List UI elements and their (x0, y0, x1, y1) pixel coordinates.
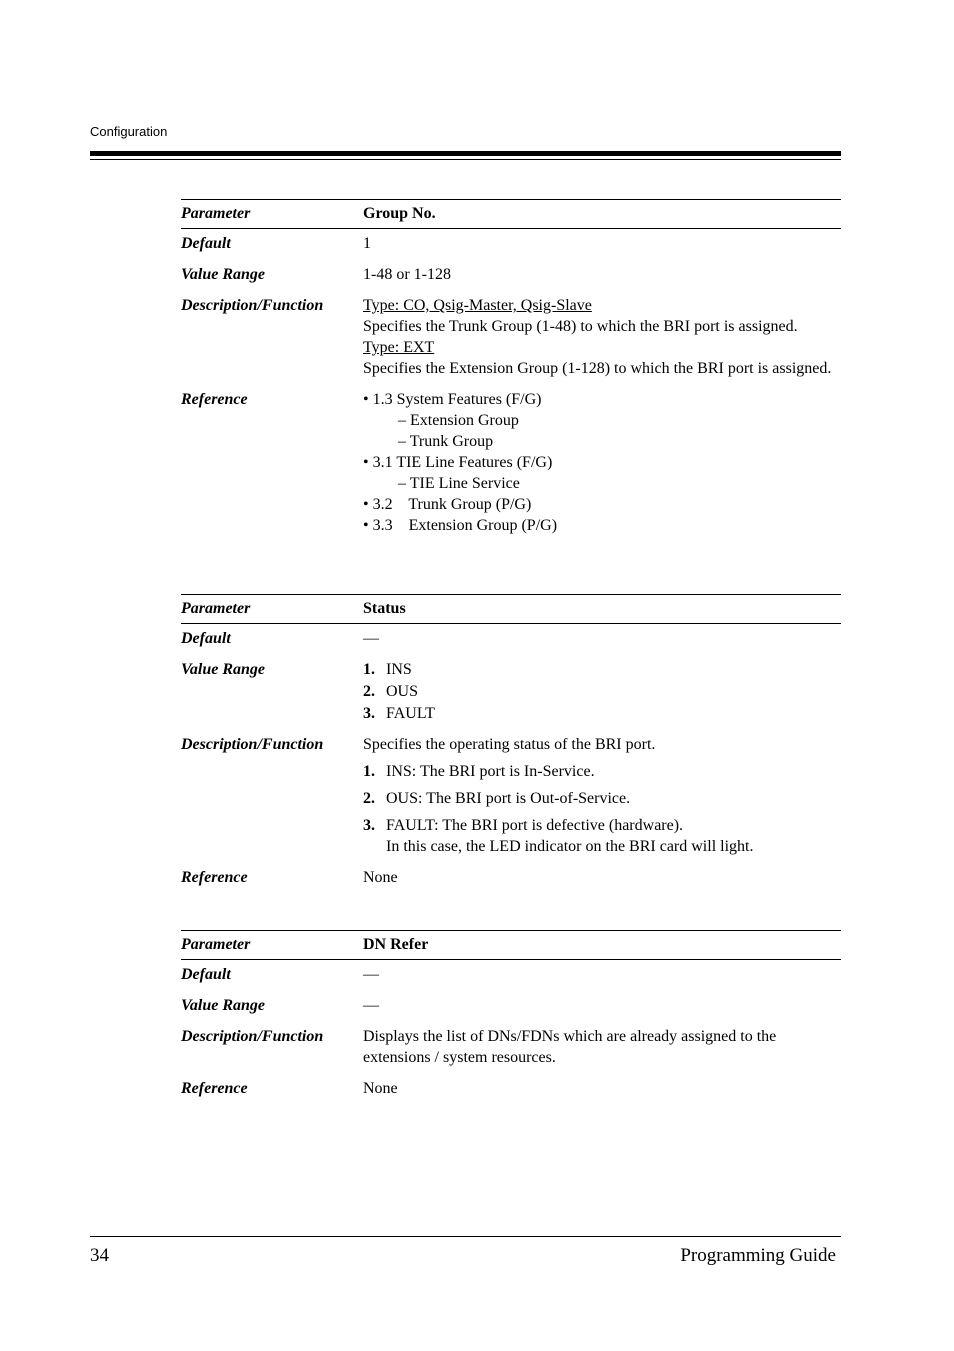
list-item (363, 815, 841, 857)
default-row (181, 964, 841, 985)
description-label: Description/Function (181, 736, 324, 753)
reference-list (363, 389, 841, 536)
value-range-row (181, 995, 841, 1016)
list-item (363, 659, 841, 680)
header-rule-thin (90, 159, 841, 160)
item-text-block (386, 815, 753, 857)
description-text: Specifies the Extension Group (1-128) to which the BRI port is assigned. (363, 360, 832, 377)
item-text: OUS (386, 683, 419, 700)
header-rule (90, 151, 841, 156)
list-item (363, 788, 841, 809)
parameter-row (181, 930, 841, 960)
value-range-value: 1-48 or 1-128 (363, 266, 451, 283)
footer-rule (90, 1236, 841, 1237)
parameter-row (181, 594, 841, 624)
default-label: Default (181, 630, 231, 647)
reference-row (181, 1078, 841, 1099)
item-note: In this case, the LED indicator on the BRI card will light. (386, 838, 754, 855)
reference-item: • 1.3 System Features (F/G) (363, 391, 542, 408)
reference-row (181, 389, 841, 536)
reference-label: Reference (181, 869, 248, 886)
description-label: Description/Function (181, 1028, 324, 1045)
parameter-label: Parameter (181, 205, 251, 222)
item-number: 1. (363, 661, 375, 678)
type-heading: Type: EXT (363, 339, 435, 356)
value-range-label: Value Range (181, 661, 266, 678)
value-range-label: Value Range (181, 266, 266, 283)
parameter-table-status (181, 594, 841, 898)
type-heading: Type: CO, Qsig-Master, Qsig-Slave (363, 297, 592, 314)
value-range-row (181, 264, 841, 285)
default-row (181, 628, 841, 649)
reference-subitem: – Extension Group (398, 412, 519, 429)
description-value: Displays the list of DNs/FDNs which are already assigned to the extensions / system resources. (363, 1028, 777, 1066)
description-row (181, 734, 841, 857)
item-text: INS: The BRI port is In-Service. (386, 763, 595, 780)
item-text: INS (386, 661, 412, 678)
reference-item: • 3.2 Trunk Group (P/G) (363, 496, 532, 513)
parameter-table-dn-refer (181, 930, 841, 1109)
value-range-label: Value Range (181, 997, 266, 1014)
reference-item: • 3.1 TIE Line Features (F/G) (363, 454, 553, 471)
default-value: — (363, 630, 379, 647)
item-text: FAULT: The BRI port is defective (hardware). (386, 817, 684, 834)
description-value (363, 295, 841, 379)
item-number: 3. (363, 817, 375, 834)
default-label: Default (181, 966, 231, 983)
reference-subitem: – TIE Line Service (398, 475, 520, 492)
footer-title: Programming Guide (680, 1245, 836, 1266)
item-text: FAULT (386, 705, 435, 722)
description-row (181, 1026, 841, 1068)
description-row (181, 295, 841, 379)
reference-label: Reference (181, 1080, 248, 1097)
description-text: Specifies the Trunk Group (1-48) to which the BRI port is assigned. (363, 318, 798, 335)
parameter-name: Group No. (363, 205, 436, 222)
parameter-table-group-no (181, 199, 841, 546)
description-label: Description/Function (181, 297, 324, 314)
default-value: — (363, 966, 379, 983)
default-value: 1 (363, 235, 371, 252)
reference-row (181, 867, 841, 888)
item-number: 2. (363, 790, 375, 807)
item-number: 2. (363, 683, 375, 700)
item-number: 3. (363, 705, 375, 722)
reference-value: None (363, 1080, 398, 1097)
page-number: 34 (90, 1245, 109, 1266)
reference-item: • 3.3 Extension Group (P/G) (363, 517, 558, 534)
parameter-name: Status (363, 600, 406, 617)
value-range-list (363, 659, 841, 724)
list-item (363, 681, 841, 702)
list-item (363, 761, 841, 782)
reference-subitem: – Trunk Group (398, 433, 494, 450)
item-number: 1. (363, 763, 375, 780)
list-item (363, 703, 841, 724)
parameter-label: Parameter (181, 936, 251, 953)
item-text: OUS: The BRI port is Out-of-Service. (386, 790, 631, 807)
description-list (363, 761, 841, 857)
default-label: Default (181, 235, 231, 252)
value-range-value: — (363, 997, 379, 1014)
parameter-label: Parameter (181, 600, 251, 617)
value-range-row (181, 659, 841, 724)
description-value (363, 734, 841, 857)
reference-value: None (363, 869, 398, 886)
reference-label: Reference (181, 391, 248, 408)
description-intro: Specifies the operating status of the BRI port. (363, 736, 656, 753)
parameter-row (181, 199, 841, 229)
parameter-name: DN Refer (363, 936, 429, 953)
default-row (181, 233, 841, 254)
section-header: Configuration (90, 124, 168, 139)
